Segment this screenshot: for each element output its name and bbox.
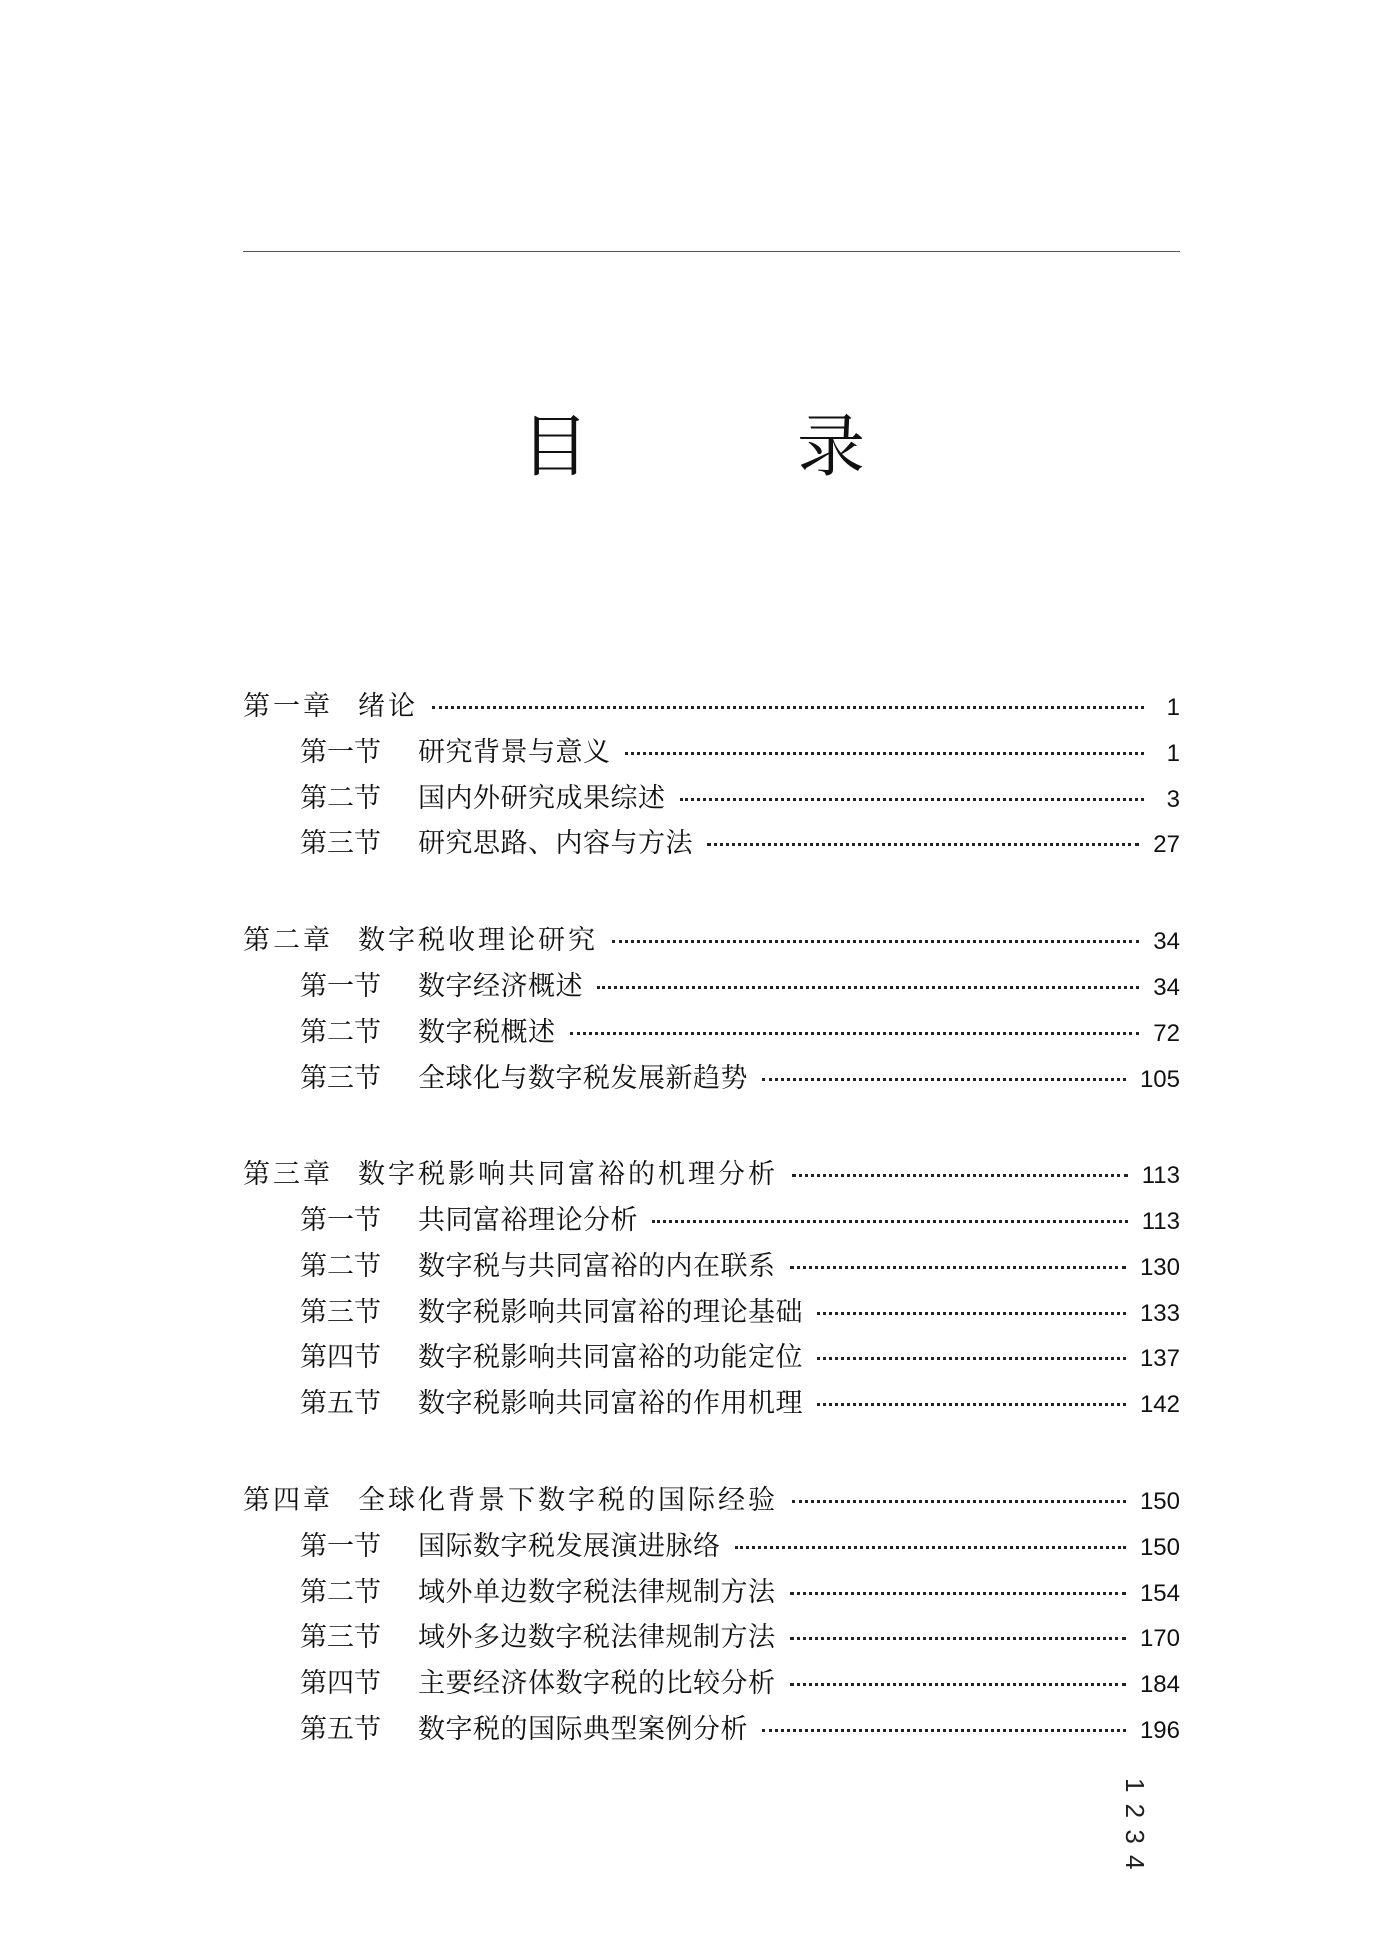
toc-section[interactable] [300,821,1180,857]
page-number: 137 [1139,1345,1180,1372]
dot-leader [790,1266,1126,1269]
toc-section[interactable] [300,1661,1180,1697]
page-number: 170 [1139,1625,1180,1652]
dot-leader [790,1637,1126,1640]
section-title: 国内外研究成果综述 [418,783,666,814]
section-title: 数字税概述 [418,1017,556,1048]
section-number: 第五节 [300,1714,381,1745]
dot-leader [762,1729,1126,1732]
section-number: 第四节 [300,1342,381,1373]
dot-leader [790,1683,1126,1686]
chapter-number: 第二章 [243,925,333,956]
section-number: 第一节 [300,1205,381,1236]
section-number: 第三节 [300,1297,381,1328]
toc-section[interactable] [300,1056,1180,1092]
toc-chapter-1[interactable] [243,684,1180,720]
page-number: 142 [1139,1391,1180,1418]
dot-leader [625,752,1145,755]
side-page-mark [1120,1778,1150,1937]
page-number: 27 [1153,831,1180,858]
toc-chapter-3[interactable] [243,1152,1180,1188]
page-number: 133 [1139,1300,1180,1327]
dot-leader [792,1500,1126,1503]
section-number: 第一节 [300,971,381,1002]
toc-section[interactable] [300,1707,1180,1743]
section-title: 数字税的国际典型案例分析 [418,1714,748,1745]
toc-section[interactable] [300,1381,1180,1417]
section-title: 域外单边数字税法律规制方法 [418,1577,776,1608]
dot-leader [792,1174,1128,1177]
page-number: 113 [1141,1208,1180,1235]
toc-chapter-4[interactable] [243,1478,1180,1514]
section-title: 域外多边数字税法律规制方法 [418,1622,776,1653]
toc-section[interactable] [300,964,1180,1000]
section-number: 第二节 [300,1017,381,1048]
page-title: 目 录 [520,408,935,487]
section-title: 研究思路、内容与方法 [418,828,693,859]
toc-chapter-2[interactable] [243,918,1180,954]
section-number: 第三节 [300,1063,381,1094]
section-number: 第四节 [300,1668,381,1699]
page-number: 154 [1139,1580,1180,1607]
dot-leader [762,1078,1126,1081]
page-number: 184 [1139,1671,1180,1698]
toc-section[interactable] [300,1010,1180,1046]
toc-section[interactable] [300,1524,1180,1560]
chapter-number: 第三章 [243,1159,333,1190]
section-title: 主要经济体数字税的比较分析 [418,1668,776,1699]
dot-leader [612,940,1139,943]
page-number: 113 [1141,1162,1180,1189]
page-number: 3 [1166,786,1180,813]
page-number: 1 [1166,694,1180,721]
dot-leader [432,706,1144,709]
dot-leader [707,843,1139,846]
section-title: 全球化与数字税发展新趋势 [418,1063,748,1094]
section-number: 第五节 [300,1388,381,1419]
section-title: 数字税影响共同富裕的功能定位 [418,1342,803,1373]
toc-section[interactable] [300,1290,1180,1326]
section-title: 国际数字税发展演进脉络 [418,1531,721,1562]
section-number: 第二节 [300,783,381,814]
section-title: 共同富裕理论分析 [418,1205,638,1236]
section-number: 第二节 [300,1251,381,1282]
section-number: 第一节 [300,1531,381,1562]
section-title: 研究背景与意义 [418,737,611,768]
section-title: 数字经济概述 [418,971,583,1002]
dot-leader [597,986,1139,989]
toc-section[interactable] [300,1335,1180,1371]
chapter-number: 第四章 [243,1485,333,1516]
dot-leader [817,1357,1126,1360]
dot-leader [817,1403,1126,1406]
section-number: 第三节 [300,828,381,859]
section-title: 数字税与共同富裕的内在联系 [418,1251,776,1282]
dot-leader [817,1312,1126,1315]
page-number: 72 [1153,1020,1180,1047]
toc-section[interactable] [300,776,1180,812]
section-title: 数字税影响共同富裕的作用机理 [418,1388,803,1419]
side-mark-text: 1 2 3 4 [1120,1778,1150,1872]
dot-leader [680,798,1145,801]
chapter-title: 数字税影响共同富裕的机理分析 [358,1159,778,1190]
page-number: 34 [1153,974,1180,1001]
top-rule [243,251,1180,252]
toc-section[interactable] [300,730,1180,766]
chapter-title: 数字税收理论研究 [358,925,598,956]
toc-section[interactable] [300,1570,1180,1606]
chapter-title: 全球化背景下数字税的国际经验 [358,1485,778,1516]
dot-leader [735,1546,1126,1549]
dot-leader [570,1032,1140,1035]
page-number: 150 [1139,1488,1180,1515]
page-number: 130 [1139,1254,1180,1281]
toc-section[interactable] [300,1244,1180,1280]
dot-leader [790,1592,1126,1595]
dot-leader [652,1220,1128,1223]
page-number: 105 [1139,1066,1180,1093]
toc-section[interactable] [300,1615,1180,1651]
section-number: 第一节 [300,737,381,768]
chapter-number: 第一章 [243,691,333,722]
page-number: 1 [1166,740,1180,767]
page-number: 150 [1139,1534,1180,1561]
section-number: 第三节 [300,1622,381,1653]
section-title: 数字税影响共同富裕的理论基础 [418,1297,803,1328]
toc-section[interactable] [300,1198,1180,1234]
section-number: 第二节 [300,1577,381,1608]
page-number: 34 [1153,928,1180,955]
chapter-title: 绪论 [358,691,418,722]
page-number: 196 [1139,1717,1180,1744]
